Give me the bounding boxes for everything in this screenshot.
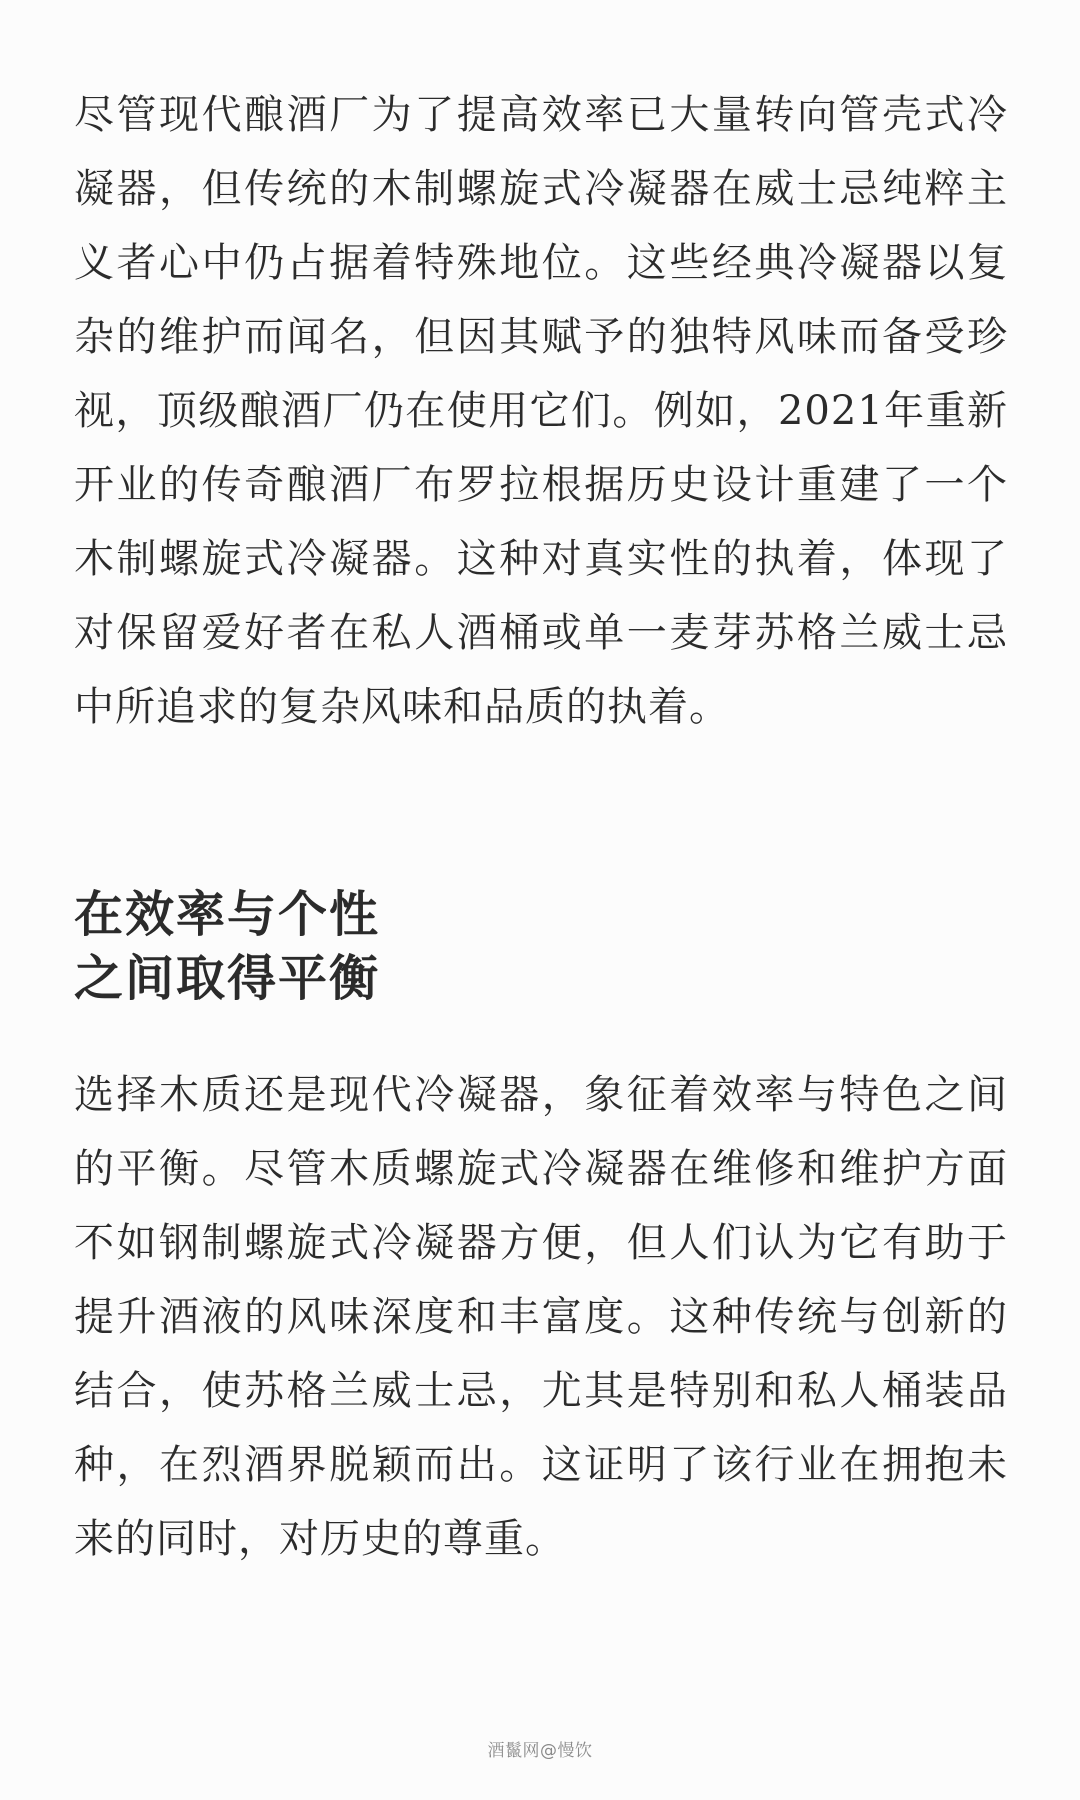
section-heading-line-1: 在效率与个性 — [74, 885, 381, 943]
section-heading-line-2: 之间取得平衡 — [74, 949, 381, 1007]
article-body — [74, 78, 1008, 1576]
paragraph-balance: 选择木质还是现代冷凝器，象征着效率与特色之间的平衡。尽管木质螺旋式冷凝器在维修和维护方面不如钢制螺旋式冷凝器方便，但人们认为它有助于提升酒液的风味深度和丰富度。这种传统与创新的结合，使苏格兰威士忌，尤其是特别和私人桶装品种，在烈酒界脱颖而出。这证明了该行业在拥抱未来的同时，对历史的尊重。 — [74, 1072, 1008, 1562]
section-heading — [74, 882, 1008, 1010]
source-watermark: 酒鬣网@慢饮 — [487, 1741, 593, 1761]
paragraph-intro: 尽管现代酿酒厂为了提高效率已大量转向管壳式冷凝器，但传统的木制螺旋式冷凝器在威士忌纯粹主义者心中仍占据着特殊地位。这些经典冷凝器以复杂的维护而闻名，但因其赋予的独特风味而备受珍视，顶级酿酒厂仍在使用它们。例如，2021年重新开业的传奇酿酒厂布罗拉根据历史设计重建了一个木制螺旋式冷凝器。这种对真实性的执着，体现了对保留爱好者在私人酒桶或单一麦芽苏格兰威士忌中所追求的复杂风味和品质的执着。 — [74, 92, 1008, 730]
